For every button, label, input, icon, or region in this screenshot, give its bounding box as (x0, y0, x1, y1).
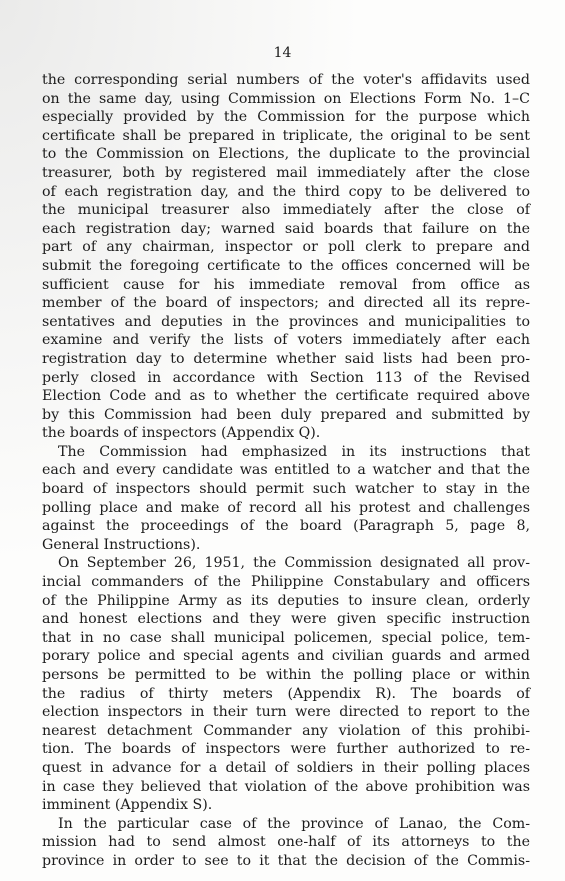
text-line: on the same day, using Commission on Elections Form No. 1–C (42, 90, 530, 107)
text-line: election inspectors in their turn were directed to report to the (42, 704, 530, 721)
text-line: each and every candidate was entitled to a watcher and that the (42, 462, 530, 479)
text-line: the municipal treasurer also immediately after the close of (42, 202, 530, 219)
text-line: that in no case shall municipal policemen, special police, tem- (42, 629, 530, 646)
text-line: The Commission had emphasized in its instructions that (58, 443, 530, 460)
text-line: tion. The boards of inspectors were further authorized to re- (42, 741, 530, 758)
text-line: part of any chairman, inspector or poll clerk to prepare and (42, 239, 530, 256)
text-line: incial commanders of the Philippine Constabulary and officers (42, 574, 530, 591)
text-line: the boards of inspectors (Appendix Q). (42, 425, 321, 442)
text-line: examine and verify the lists of voters immediately after each (42, 332, 530, 349)
text-line: of the Philippine Army as its deputies to insure clean, orderly (42, 592, 530, 609)
text-line: each registration day; warned said boards that failure on the (42, 220, 530, 237)
text-line: and honest elections and they were given specific instruction (42, 611, 530, 628)
paragraph (42, 815, 530, 871)
paragraph (42, 443, 530, 555)
text-line: certificate shall be prepared in triplicate, the original to be sent (42, 127, 530, 144)
body-text (42, 71, 530, 871)
text-line: board of inspectors should permit such watcher to stay in the (42, 481, 530, 498)
paragraph (42, 71, 530, 443)
text-line: against the proceedings of the board (Paragraph 5, page 8, (42, 518, 530, 535)
text-line: nearest detachment Commander any violation of this prohibi- (42, 722, 530, 739)
text-line: the radius of thirty meters (Appendix R). The boards of (42, 685, 530, 702)
text-line: imminent (Appendix S). (42, 797, 213, 814)
text-line: submit the foregoing certificate to the offices concerned will be (42, 257, 530, 274)
text-line: On September 26, 1951, the Commission designated all prov- (58, 555, 530, 572)
text-line: Election Code and as to whether the certificate required above (42, 388, 530, 405)
text-line: In the particular case of the province of Lanao, the Com- (58, 815, 530, 832)
text-line: porary police and special agents and civilian guards and armed (42, 648, 530, 665)
text-line: by this Commission had been duly prepared and submitted by (42, 406, 530, 423)
text-line: polling place and make of record all his protest and challenges (42, 499, 530, 516)
text-line: especially provided by the Commission for the purpose which (42, 109, 530, 126)
text-line: in case they believed that violation of the above prohibition was (42, 778, 530, 795)
text-line: treasurer, both by registered mail immediately after the close (42, 164, 530, 181)
text-line: mission had to send almost one-half of its attorneys to the (42, 834, 530, 851)
page-number: 14 (273, 45, 292, 61)
text-line: to the Commission on Elections, the duplicate to the provincial (42, 146, 530, 163)
text-line: province in order to see to it that the decision of the Commis- (42, 852, 530, 869)
text-line: sentatives and deputies in the provinces and municipalities to (42, 313, 530, 330)
text-line: quest in advance for a detail of soldiers in their polling places (42, 759, 530, 776)
text-line: of each registration day, and the third copy to be delivered to (42, 183, 530, 200)
paragraph (42, 554, 530, 814)
text-line: sufficient cause for his immediate removal from office as (42, 276, 530, 293)
text-line: persons be permitted to be within the polling place or within (42, 667, 530, 683)
text-line: registration day to determine whether said lists had been pro- (42, 350, 530, 367)
text-line: perly closed in accordance with Section 113 of the Revised (42, 369, 530, 386)
text-line: member of the board of inspectors; and directed all its repre- (42, 295, 530, 312)
text-line: the corresponding serial numbers of the voter's affidavits used (42, 72, 530, 88)
text-line: General Instructions). (42, 536, 201, 553)
